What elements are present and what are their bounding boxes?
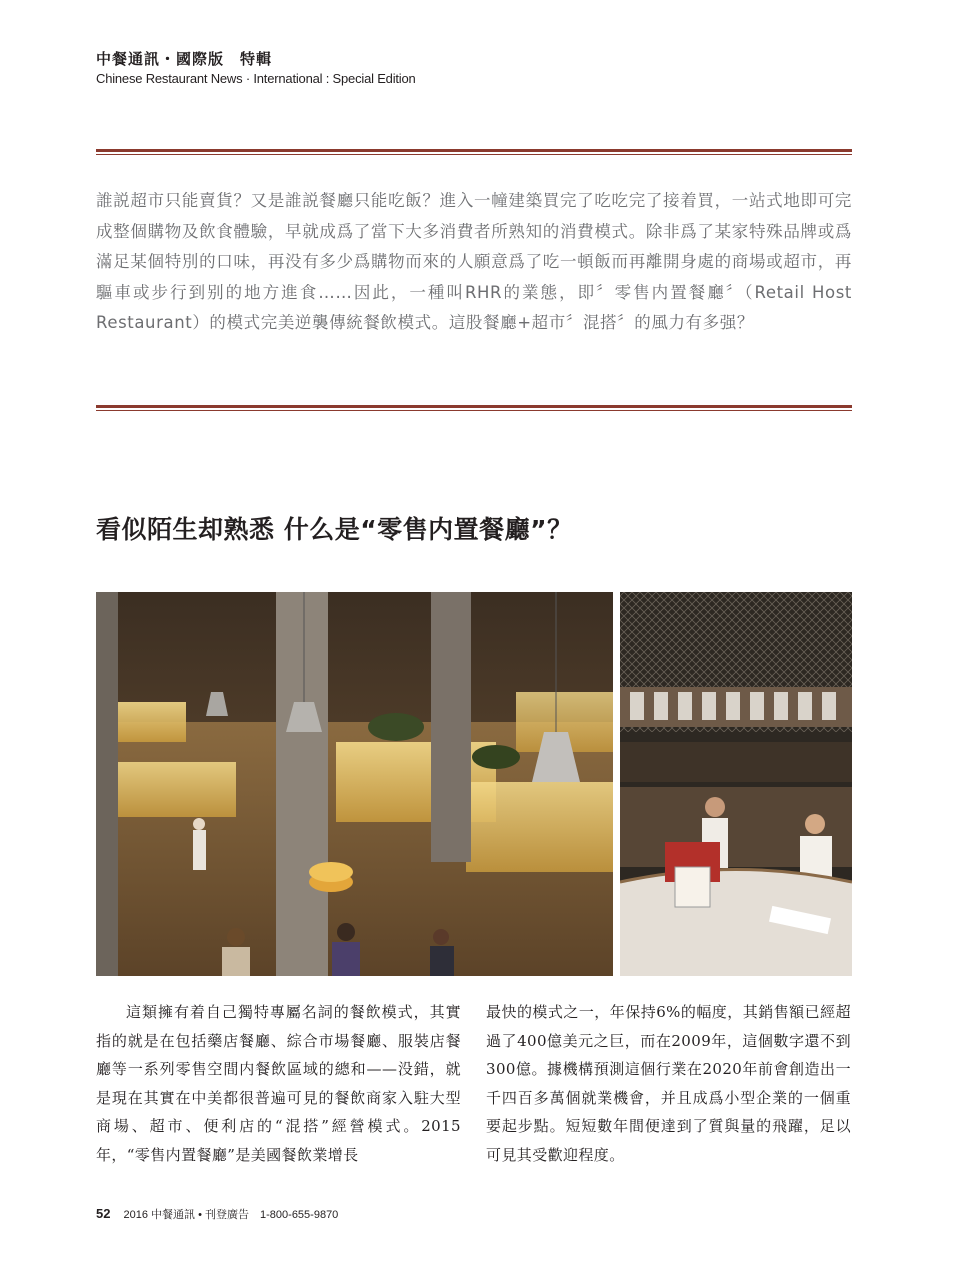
top-divider [96, 149, 852, 155]
supermarket-interior-photo [96, 592, 613, 976]
intro-paragraph: 誰説超市只能賣貨？又是誰説餐廳只能吃飯？進入一幢建築買完了吃吃完了接着買，一站式地即可完成整個購物及飲食體驗，早就成爲了當下大多消費者所熟知的消費模式。除非爲了某家特殊品牌或爲滿足某個特別的口味，再没有多少爲購物而來的人願意爲了吃一頓飯而再離開身處的商場或超市，再驅車或步行到别的地方進食……因此，一種叫RHR的業態，即〞零售内置餐廳〞（Retail Host Restaurant）的模式完美逆襲傳統餐飲模式。這股餐廳+超市〞混搭〞的風力有多强？ [96, 191, 852, 332]
body-column-left: 這類擁有着自己獨特專屬名詞的餐飲模式，其實指的就是在包括藥店餐廳、綜合市場餐廳、服裝店餐廳等一系列零售空間内餐飲區域的總和——没錯，就是現在其實在中美都很普遍可見的餐飲商家入駐大型商場、超市、便利店的“混搭”經營模式。2015年，“零售内置餐廳”是美國餐飲業增長 [96, 1003, 461, 1164]
body-column-right: 最快的模式之一，年保持6%的幅度，其銷售額已經超過了400億美元之巨，而在2009年，這個數字還不到300億。據機構預測這個行業在2020年前會創造出一千四百多萬個就業機會，并且成爲小型企業的一個重要起步點。短短數年間便達到了質與量的飛躍，足以可見其受歡迎程度。 [486, 1003, 851, 1164]
page-number: 52 [96, 1206, 111, 1221]
bottom-divider [96, 405, 852, 411]
header-title-en: Chinese Restaurant News · International : Special Edition [96, 71, 416, 86]
footer-text: 2016 中餐通訊 • 刊登廣告 1-800-655-9870 [123, 1209, 339, 1221]
section-title: 看似陌生却熟悉 什么是“零售内置餐廳”？ [96, 515, 573, 544]
page-footer [96, 1206, 338, 1222]
page-header [96, 48, 416, 86]
cafe-counter-photo [620, 592, 852, 976]
header-title-zh: 中餐通訊・國際版 特輯 [96, 50, 273, 68]
